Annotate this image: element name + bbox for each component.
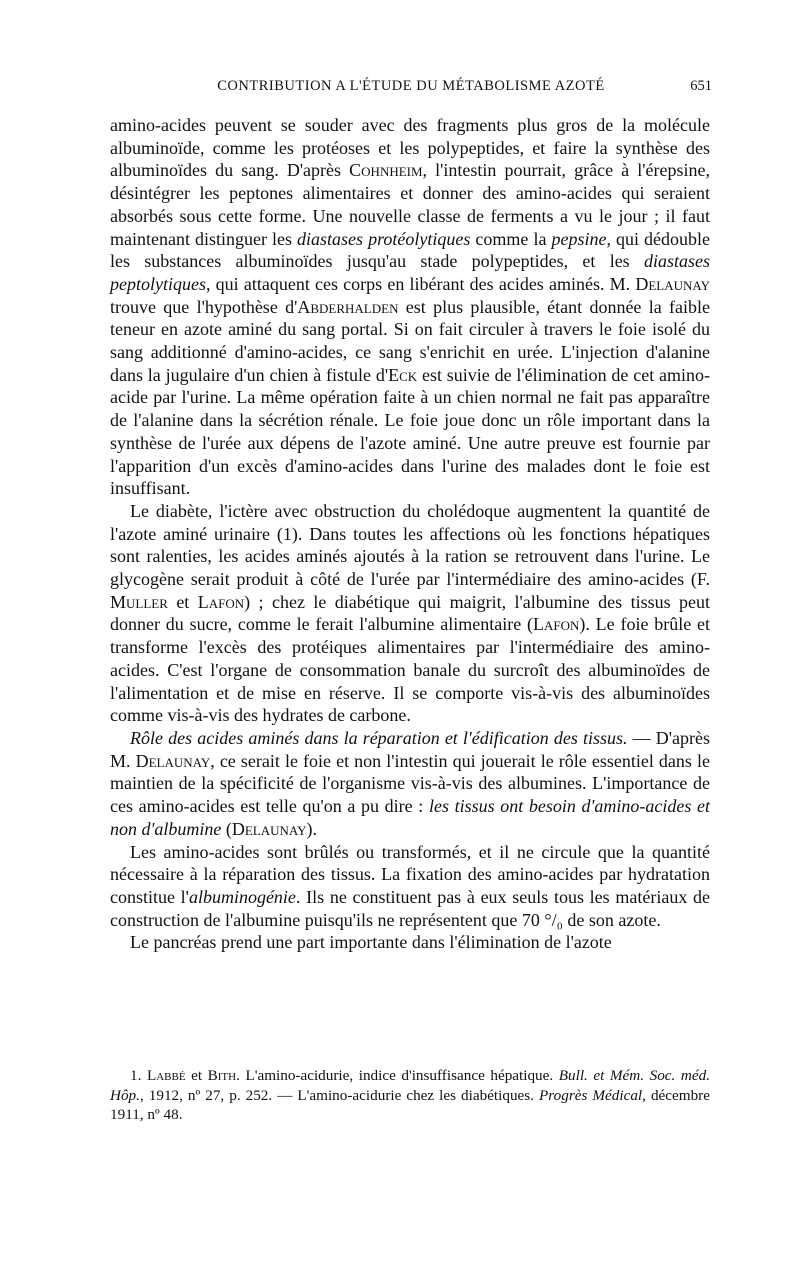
paragraph-2 <box>110 500 710 727</box>
author-name: Bith <box>207 1067 237 1084</box>
text-run: , 1912, nº 27, p. 252. — L'amino-acidurie chez les diabétiques. <box>139 1086 540 1104</box>
running-title: CONTRIBUTION A L'ÉTUDE DU MÉTABOLISME AZOTÉ <box>217 78 605 94</box>
text-run: , qui dédouble les substances albuminoïdes jusqu'au stade polypeptides, et les <box>110 228 710 272</box>
text-run: Les amino-acides sont brûlés ou transformés, et il ne circule que la quantité nécessaire à la réparation des tissus. La fixation des amino-acides par hydratation constitue l' <box>110 841 710 907</box>
journal-name: Bull. et Mém. Soc. méd. Hôp. <box>110 1067 710 1104</box>
text-run: , l'intestin pourrait, grâce à l'érepsine, désintégrer les peptones alimentaires et donner des amino-acides qui seraient absorbés sous cette forme. Une nouvelle classe de ferments a vu le jour ; il faut maintenant distinguer les <box>110 160 710 249</box>
author-name: Cohnheim <box>349 160 423 181</box>
journal-name: Progrès Médical <box>539 1086 643 1104</box>
italic-term: diastases protéolytiques <box>297 228 471 249</box>
italic-term: pepsine <box>551 228 607 249</box>
text-run: . Dans toutes les affections où les fonctions hépatiques sont ralenties, les acides aminés ajoutés à la ration se retrouvent dans l'urine. Le glycogène serait produit à côté de l'urée par l'intermédiaire des amino-acides (F. <box>110 523 710 590</box>
text-run: , ce serait le foie et non l'intestin qui jouerait le rôle essentiel dans le maintien de la spécificité de l'organisme vis-à-vis des albumines. L'importance de ces amino-acides est telle qu'on a pu dire : <box>110 750 710 817</box>
italic-term: diastases peptolytiques <box>110 251 710 294</box>
text-run: Le pancréas prend une part importante dans l'élimination de l'azote <box>130 932 612 953</box>
text-run: comme la <box>470 228 552 249</box>
section-heading: Rôle des acides aminés dans la réparation et l'édification des tissus. <box>130 727 628 748</box>
paragraph-4 <box>110 841 710 932</box>
text-run: ). Le foie brûle et transforme l'excès des protéiques alimentaires par l'intermédiaire des amino-acides. C'est l'organe de consommation banale du surcroît des albuminoïdes de l'alimentation et de mise en réserve. Il se comporte vis-à-vis des albuminoïdes comme vis-à-vis des hydrates de carbone. <box>110 614 711 726</box>
author-name: Muller <box>110 591 168 612</box>
italic-quote: les tissus ont besoin d'amino-acides et non d'albumine <box>110 796 711 839</box>
text-run: et <box>185 1067 208 1084</box>
author-name: Delaunay <box>231 818 307 839</box>
paragraph-1 <box>110 114 710 500</box>
author-name: Lafon <box>532 614 580 635</box>
text-run: — D'après M. <box>110 727 710 771</box>
footnote-1 <box>110 1066 710 1125</box>
paragraph-3 <box>110 727 710 841</box>
text-run: , décembre 1911, nº 48. <box>110 1086 710 1123</box>
body-text <box>110 114 710 954</box>
author-name: Abderhalden <box>297 296 399 317</box>
author-name: Eck <box>388 364 418 385</box>
footnote-number: 1. <box>130 1067 142 1084</box>
text-run: Le diabète, l'ictère avec obstruction du cholédoque augmentent la quantité de l'azote aminé urinaire <box>110 500 710 544</box>
author-name: Delaunay <box>635 273 710 294</box>
page-header <box>110 78 712 100</box>
text-run: amino-acides peuvent se souder avec des fragments plus gros de la molécule albuminoïde, comme les protéoses et les polypeptides, et faire la synthèse des albuminoïdes du sang. D'après <box>110 115 710 181</box>
text-run: et <box>167 591 198 612</box>
italic-term: albuminogénie <box>188 886 296 907</box>
text-run: ) ; chez le diabétique qui maigrit, l'albumine des tissus peut donner du sucre, comme le ferait l'albumine alimentaire ( <box>110 591 710 635</box>
author-name: Lafon <box>197 591 245 612</box>
text-run: est plus plausible, étant donnée la faible teneur en azote aminé du sang portal. Si on fait circuler à travers le foie isolé du sang additionné d'amino-acides, ce sang s'enrichit en urée. L'injection d'alanine dans la jugulaire d'un chien à fistule d' <box>110 296 710 385</box>
text-run: . Ils ne constituent pas à eux seuls tous les matériaux de construction de l'albumine puisqu'ils ne représentent que 70 °/₀ de son azote. <box>110 886 711 930</box>
author-name: Labbé <box>146 1067 186 1084</box>
author-name: Delaunay <box>135 750 211 771</box>
text-run: . L'amino-acidurie, indice d'insuffisance hépatique. <box>236 1067 559 1084</box>
text-run: ). <box>306 818 317 839</box>
text-run: , qui attaquent ces corps en libérant des acides aminés. M. <box>205 273 636 294</box>
footnote-ref: (1) <box>276 523 298 544</box>
paragraph-5 <box>110 931 710 954</box>
text-run: ( <box>221 818 232 839</box>
page-number: 651 <box>690 78 712 94</box>
text-run: trouve que l'hypothèse d' <box>110 296 298 317</box>
text-run: est suivie de l'élimination de cet amino-acide par l'urine. La même opération faite à un chien normal ne fait pas apparaître de l'alanine dans la sécrétion rénale. Le foie joue donc un rôle important dans la synthèse de l'urée aux dépens de l'azote aminé. Une autre preuve est fournie par l'apparition d'un excès d'amino-acides dans l'urine des malades dont le foie est insuffisant. <box>110 364 710 499</box>
footnotes <box>110 1066 710 1125</box>
